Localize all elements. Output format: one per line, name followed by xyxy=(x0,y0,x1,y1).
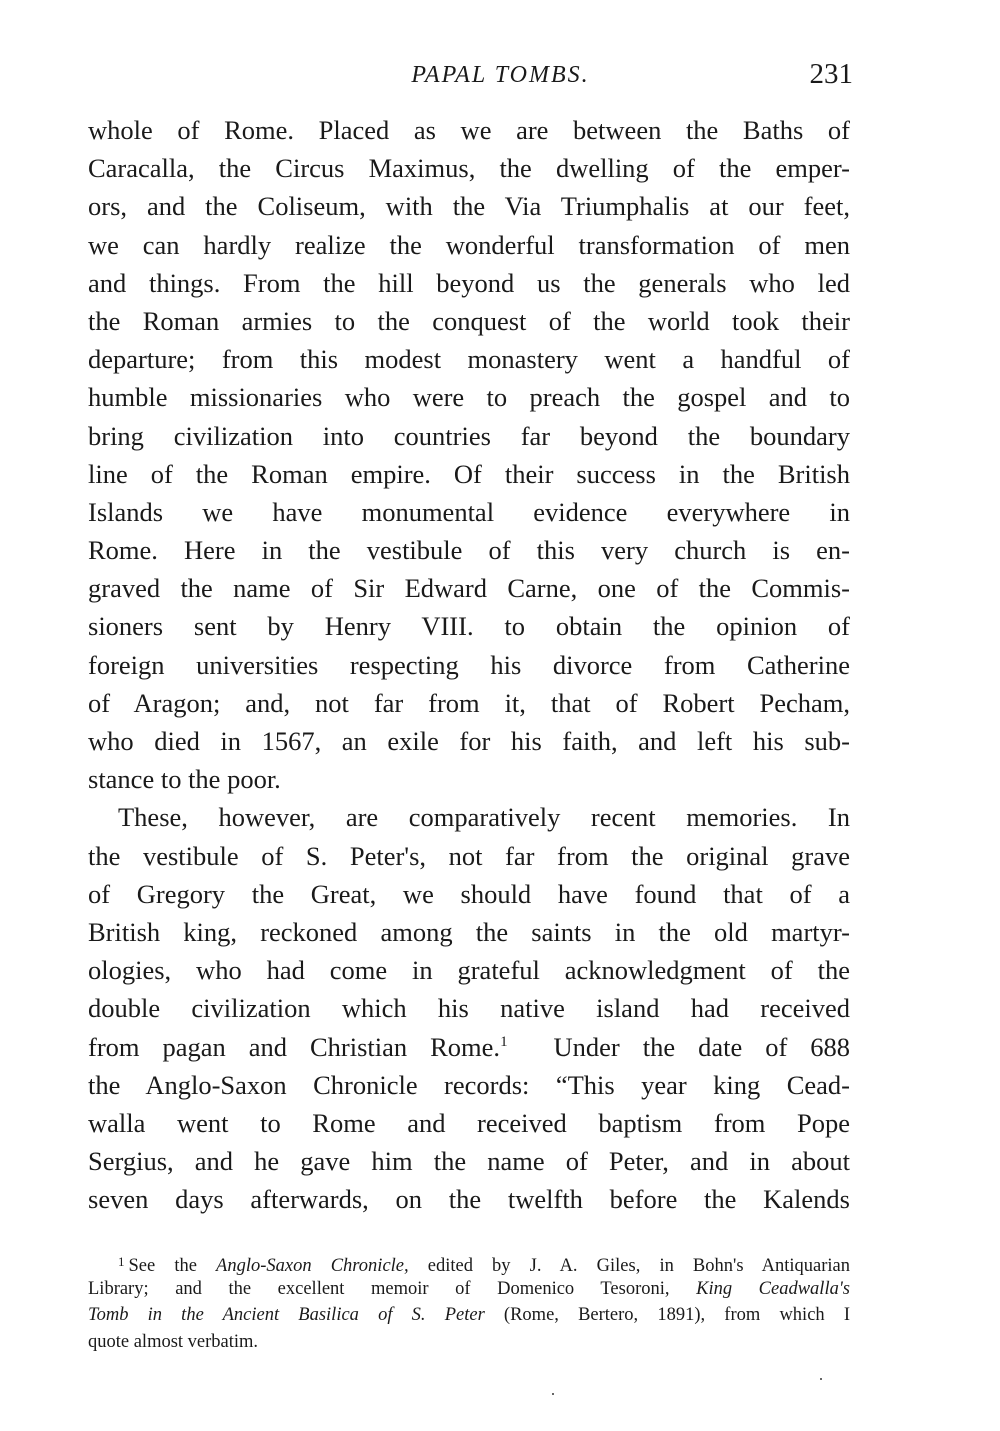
page-number: 231 xyxy=(809,58,853,90)
text-line: sioners sent by Henry VIII. to obtain the opinion of xyxy=(88,611,850,642)
running-head xyxy=(88,58,853,98)
text-fragment: Under the date of 688 xyxy=(553,1031,851,1062)
footnote-italic: Anglo-Saxon Chronicle, xyxy=(216,1256,409,1276)
text-line: double civilization which his native island had received xyxy=(88,993,850,1024)
footnote-italic: King Ceadwalla's xyxy=(696,1278,850,1299)
text-line: of Gregory the Great, we should have found that of a xyxy=(88,878,850,909)
footnote-text: edited by J. A. Giles, in Bohn's Antiquarian xyxy=(408,1256,851,1276)
text-line: we can hardly realize the wonderful transformation of men xyxy=(88,229,850,260)
text-line: foreign universities respecting his divorce from Catherine xyxy=(88,649,850,680)
footnote-line: quote almost verbatim. xyxy=(88,1331,259,1352)
text-line: humble missionaries who were to preach the gospel and to xyxy=(88,382,850,413)
text-line-with-footnote xyxy=(88,1028,850,1066)
speck xyxy=(820,1378,822,1380)
speck xyxy=(552,1393,554,1395)
running-title: PAPAL TOMBS. xyxy=(411,62,590,88)
text-line: seven days afterwards, on the twelfth before the Kalends xyxy=(88,1184,850,1215)
text-fragment: from pagan and Christian Rome. xyxy=(88,1031,501,1062)
text-line: who died in 1567, an exile for his faith, and left his sub- xyxy=(88,726,850,756)
text-line: bring civilization into countries far beyond the boundary xyxy=(88,420,850,451)
footnote-text: (Rome, Bertero, 1891), from which I xyxy=(484,1305,850,1325)
text-line: graved the name of Sir Edward Carne, one of the Commis- xyxy=(88,573,850,604)
footnote-line xyxy=(88,1276,850,1303)
text-line: the Anglo-Saxon Chronicle records: “This year king Cead- xyxy=(88,1069,850,1100)
text-line: and things. From the hill beyond us the generals who led xyxy=(88,267,850,298)
text-line: line of the Roman empire. Of their success in the British xyxy=(88,458,850,489)
text-line: of Aragon; and, not far from it, that of Robert Pecham, xyxy=(88,687,850,718)
text-line: ologies, who had come in grateful acknowledgment of the xyxy=(88,955,850,986)
footnote-line xyxy=(88,1302,850,1329)
text-line: the vestibule of S. Peter's, not far from the original grave xyxy=(88,840,850,871)
footnote-text: See the xyxy=(128,1256,217,1276)
text-line: Sergius, and he gave him the name of Peter, and in about xyxy=(88,1146,850,1177)
footnote-reference: 1 xyxy=(500,1033,508,1050)
text-line: the Roman armies to the conquest of the world took their xyxy=(88,305,850,336)
text-line: stance to the poor. xyxy=(88,764,281,795)
footnote-text: Library; and the excellent memoir of Domenico Tesoroni, xyxy=(88,1278,697,1299)
footnote-italic: Tomb in the Ancient Basilica of S. Peter xyxy=(88,1305,485,1325)
footnote-line xyxy=(88,1249,850,1276)
text-line: These, however, are comparatively recent memories. In xyxy=(118,802,850,833)
text-line: walla went to Rome and received baptism from Pope xyxy=(88,1107,850,1138)
text-line: departure; from this modest monastery went a handful of xyxy=(88,344,850,375)
footnote-mark: 1 xyxy=(118,1254,125,1269)
text-line: ors, and the Coliseum, with the Via Triumphalis at our feet, xyxy=(88,191,850,222)
text-line: Caracalla, the Circus Maximus, the dwelling of the emper- xyxy=(88,153,850,184)
text-line: Rome. Here in the vestibule of this very church is en- xyxy=(88,535,850,566)
body-text xyxy=(88,111,850,1218)
text-line: Islands we have monumental evidence everywhere in xyxy=(88,496,850,527)
text-line: British king, reckoned among the saints in the old martyr- xyxy=(88,916,850,947)
footnote xyxy=(88,1249,850,1355)
text-line: whole of Rome. Placed as we are between the Baths of xyxy=(88,115,850,145)
